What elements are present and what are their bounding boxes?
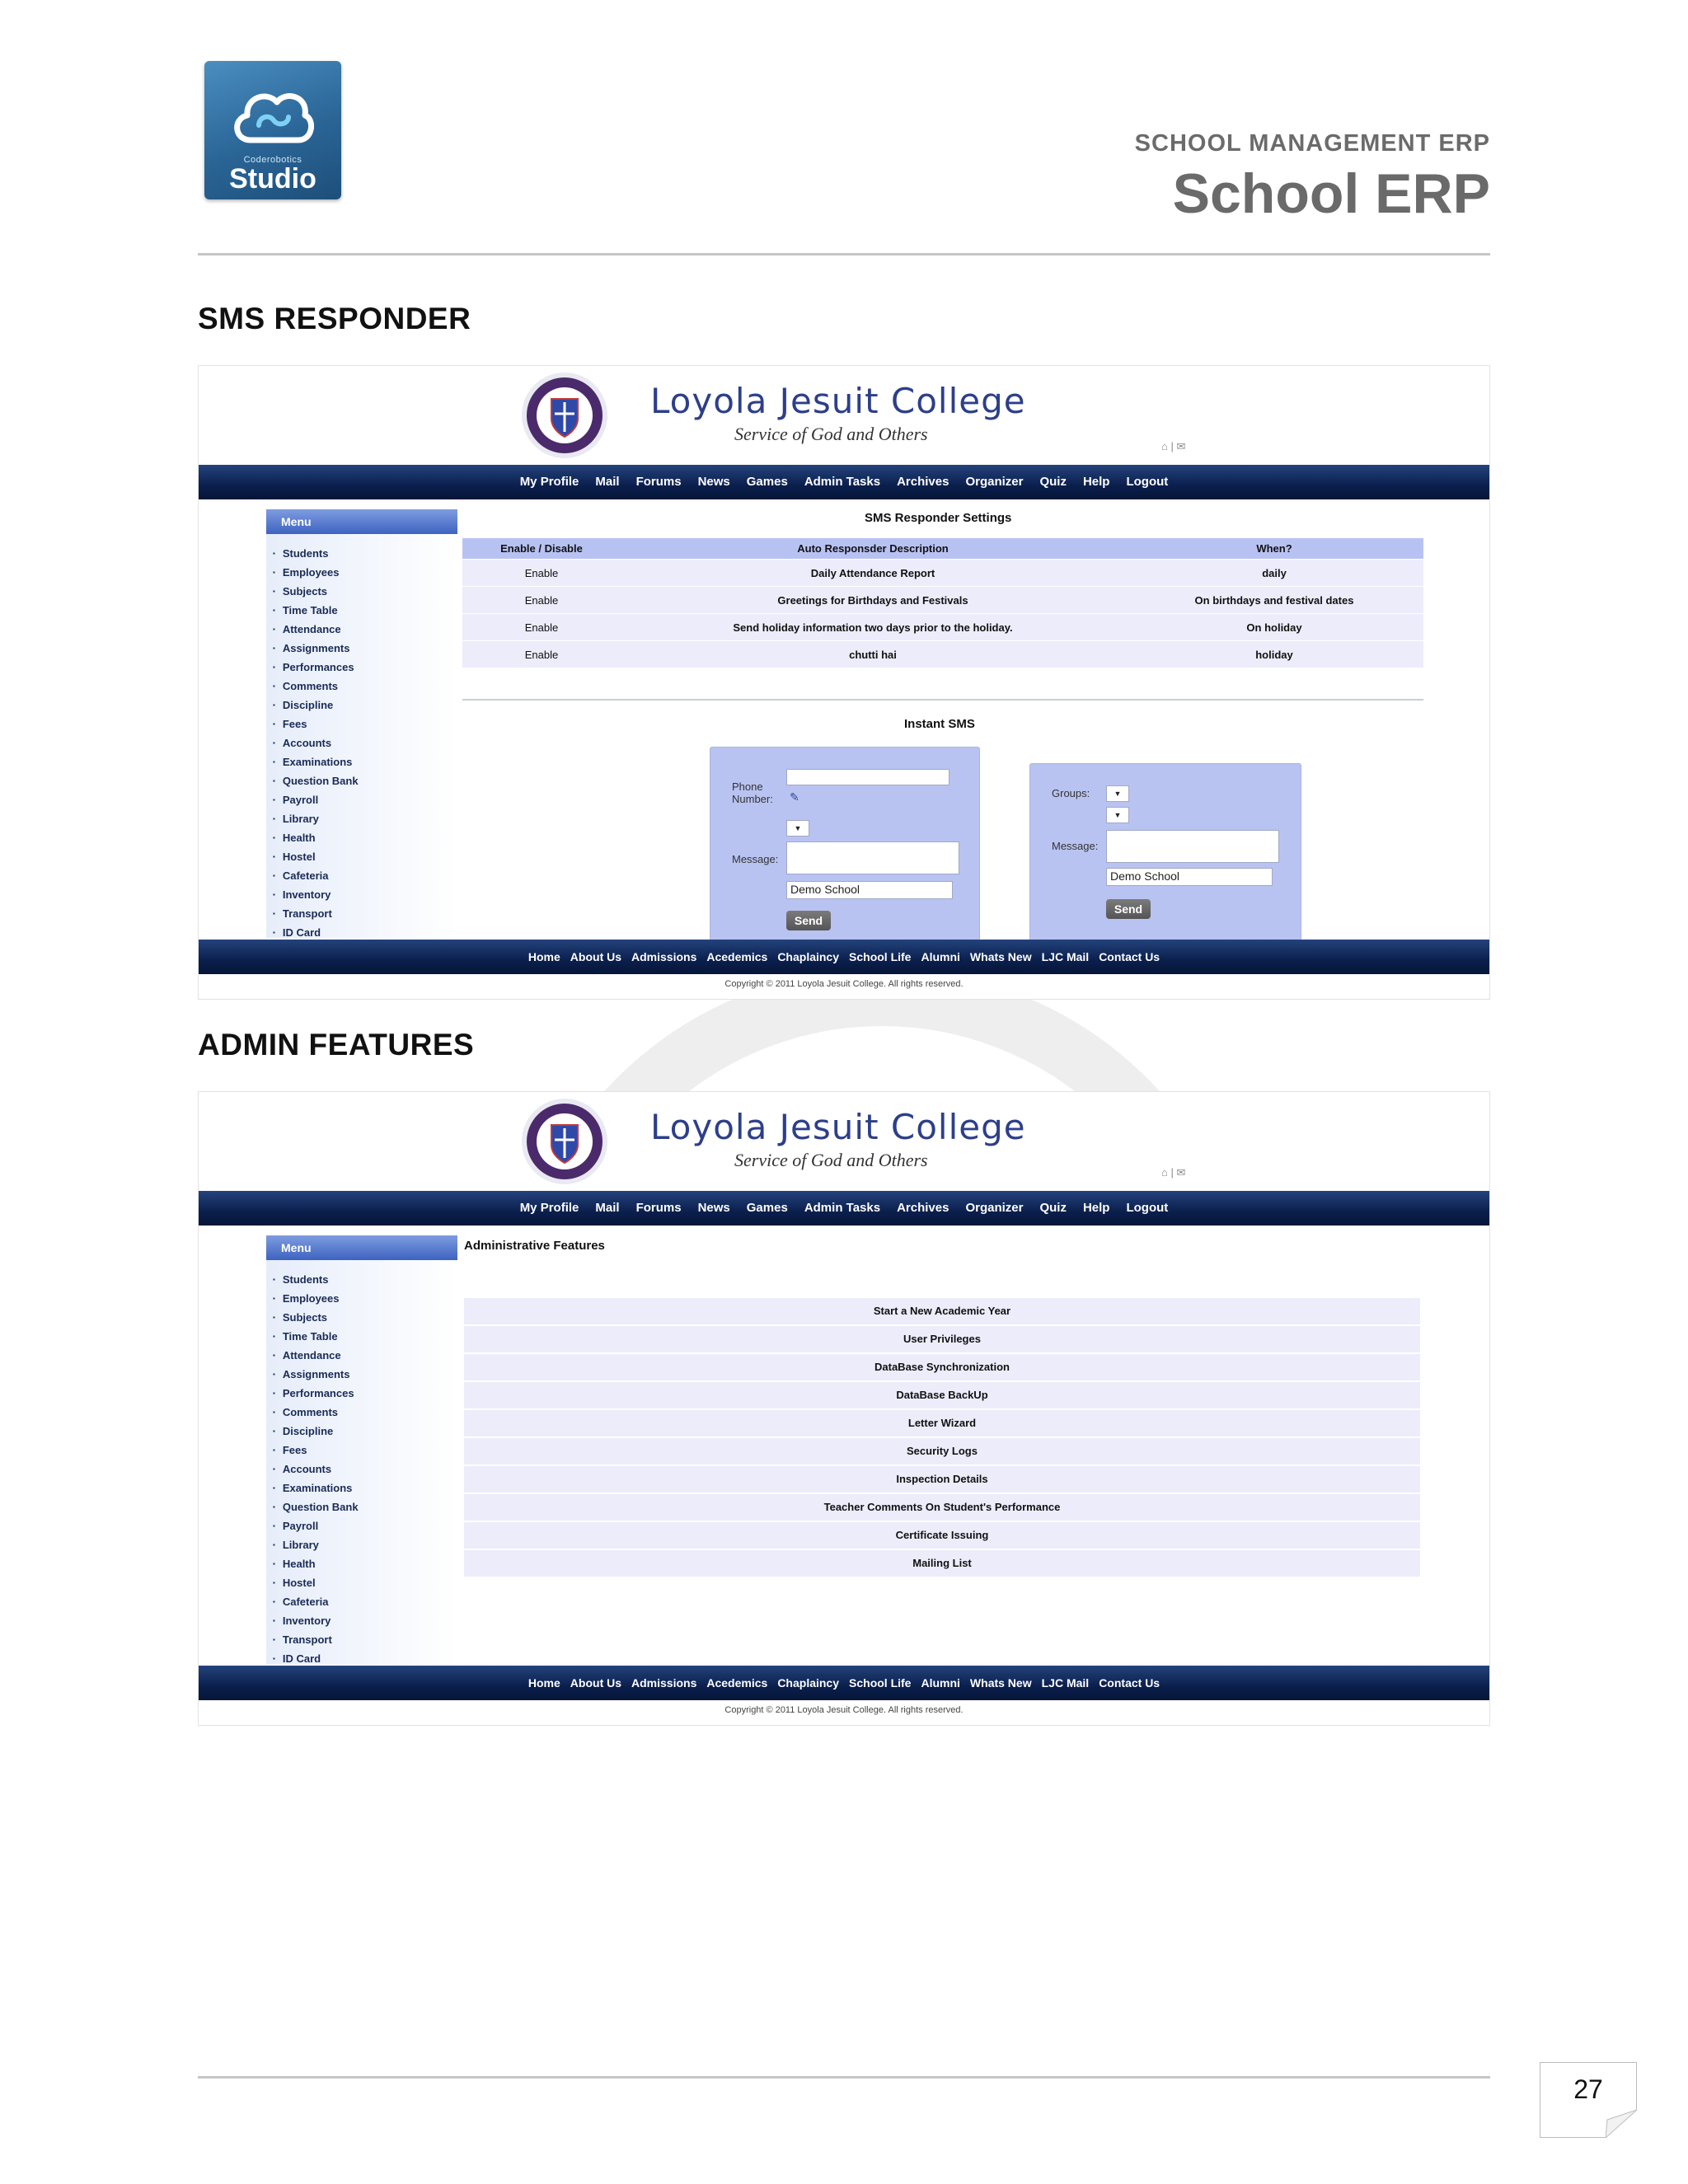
menu-item-fees[interactable]: ▪ Fees bbox=[266, 715, 457, 733]
logo-text: Studio bbox=[229, 163, 316, 194]
home-icon[interactable]: ⌂ | ✉ bbox=[1161, 1166, 1186, 1179]
enable-link[interactable]: Enable bbox=[462, 587, 621, 613]
college-crest-icon bbox=[520, 1097, 609, 1186]
message-textarea[interactable] bbox=[786, 841, 959, 874]
menu-item-students[interactable]: ▪ Students bbox=[266, 544, 457, 563]
footer-link-school-life[interactable]: School Life bbox=[849, 950, 912, 963]
menu-item-time-table[interactable]: ▪ Time Table bbox=[266, 601, 457, 620]
nav-organizer[interactable]: Organizer bbox=[965, 475, 1024, 489]
menu-item-attendance[interactable]: ▪ Attendance bbox=[266, 620, 457, 639]
college-name: Loyola Jesuit College bbox=[650, 381, 1026, 421]
admin-link-teacher-comments[interactable]: Teacher Comments On Student's Performance bbox=[464, 1494, 1420, 1521]
phone-sms-form bbox=[710, 747, 980, 941]
menu-item-question-bank[interactable]: ▪ Question Bank bbox=[266, 1497, 457, 1516]
menu-item-employees[interactable]: ▪ Employees bbox=[266, 563, 457, 582]
document-title: School ERP bbox=[1172, 162, 1490, 225]
nav-archives[interactable]: Archives bbox=[897, 1201, 950, 1215]
footer-link-alumni[interactable]: Alumni bbox=[921, 1676, 960, 1690]
document-subtitle: SCHOOL MANAGEMENT ERP bbox=[1134, 130, 1490, 157]
menu-title: Menu bbox=[266, 1235, 457, 1260]
group-select[interactable]: ▼ bbox=[1106, 785, 1129, 802]
table-cell: Daily Attendance Report bbox=[621, 560, 1125, 586]
phone-number-input[interactable] bbox=[786, 769, 950, 785]
menu-item-library[interactable]: ▪ Library bbox=[266, 809, 457, 828]
subgroup-select[interactable]: ▼ bbox=[1106, 807, 1129, 823]
nav-news[interactable]: News bbox=[697, 475, 730, 489]
menu-item-hostel[interactable]: ▪ Hostel bbox=[266, 847, 457, 866]
side-menu bbox=[266, 509, 457, 938]
table-row bbox=[462, 641, 1423, 668]
message-textarea[interactable] bbox=[1106, 830, 1279, 863]
nav-organizer[interactable]: Organizer bbox=[965, 1201, 1024, 1215]
nav-admin-tasks[interactable]: Admin Tasks bbox=[804, 1201, 881, 1215]
nav-my-profile[interactable]: My Profile bbox=[519, 475, 579, 489]
group-sms-form bbox=[1029, 763, 1301, 941]
copyright: Copyright © 2011 Loyola Jesuit College. All rights reserved. bbox=[724, 1705, 964, 1715]
nav-mail[interactable]: Mail bbox=[595, 1201, 620, 1215]
menu-item-discipline[interactable]: ▪ Discipline bbox=[266, 1422, 457, 1441]
menu-item-health[interactable]: ▪ Health bbox=[266, 828, 457, 847]
column-header: Enable / Disable bbox=[462, 538, 621, 559]
nav-my-profile[interactable]: My Profile bbox=[519, 1201, 579, 1215]
table-cell: Send holiday information two days prior to the holiday. bbox=[621, 614, 1125, 640]
nav-logout[interactable]: Logout bbox=[1126, 1201, 1169, 1215]
menu-item-subjects[interactable]: ▪ Subjects bbox=[266, 1308, 457, 1327]
admin-link-new-academic-year[interactable]: Start a New Academic Year bbox=[464, 1298, 1420, 1324]
footer-link-about-us[interactable]: About Us bbox=[570, 1676, 622, 1690]
menu-item-cafeteria[interactable]: ▪ Cafeteria bbox=[266, 866, 457, 885]
admin-link-certificate-issuing[interactable]: Certificate Issuing bbox=[464, 1522, 1420, 1549]
page-curl-icon bbox=[1606, 2110, 1637, 2138]
enable-link[interactable]: Enable bbox=[462, 560, 621, 586]
groups-label: Groups: bbox=[1052, 787, 1090, 799]
footer-divider bbox=[198, 2076, 1490, 2079]
cloud-logo-icon bbox=[229, 86, 316, 148]
menu-item-subjects[interactable]: ▪ Subjects bbox=[266, 582, 457, 601]
menu-item-inventory[interactable]: ▪ Inventory bbox=[266, 885, 457, 904]
signature-input[interactable]: Demo School bbox=[1106, 868, 1273, 886]
top-navigation bbox=[199, 465, 1489, 499]
message-label: Message: bbox=[732, 853, 779, 865]
menu-item-discipline[interactable]: ▪ Discipline bbox=[266, 696, 457, 715]
admin-link-mailing-list[interactable]: Mailing List bbox=[464, 1550, 1420, 1577]
footer-navigation bbox=[199, 940, 1489, 974]
menu-item-employees[interactable]: ▪ Employees bbox=[266, 1289, 457, 1308]
nav-games[interactable]: Games bbox=[746, 1201, 788, 1215]
nav-admin-tasks[interactable]: Admin Tasks bbox=[804, 475, 881, 489]
send-button[interactable]: Send bbox=[786, 911, 831, 930]
sms-settings-title: SMS Responder Settings bbox=[865, 511, 1012, 525]
page-number bbox=[1540, 2062, 1637, 2138]
menu-item-fees[interactable]: ▪ Fees bbox=[266, 1441, 457, 1460]
menu-item-time-table[interactable]: ▪ Time Table bbox=[266, 1327, 457, 1346]
header-divider bbox=[198, 253, 1490, 255]
logo-small-text: Coderobotics bbox=[243, 155, 302, 165]
table-row bbox=[462, 560, 1423, 586]
menu-item-inventory[interactable]: ▪ Inventory bbox=[266, 1611, 457, 1630]
menu-item-question-bank[interactable]: ▪ Question Bank bbox=[266, 771, 457, 790]
table-cell: Greetings for Birthdays and Festivals bbox=[621, 587, 1125, 613]
nav-forums[interactable]: Forums bbox=[635, 1201, 682, 1215]
nav-news[interactable]: News bbox=[697, 1201, 730, 1215]
contacts-lookup-icon[interactable]: ✎ bbox=[790, 790, 799, 804]
nav-logout[interactable]: Logout bbox=[1126, 475, 1169, 489]
menu-item-health[interactable]: ▪ Health bbox=[266, 1554, 457, 1573]
menu-item-performances[interactable]: ▪ Performances bbox=[266, 1384, 457, 1403]
menu-item-attendance[interactable]: ▪ Attendance bbox=[266, 1346, 457, 1365]
footer-link-whats-new[interactable]: Whats New bbox=[969, 950, 1032, 963]
footer-link-about-us[interactable]: About Us bbox=[570, 950, 622, 963]
footer-link-acedemics[interactable]: Acedemics bbox=[706, 950, 768, 963]
admin-link-inspection-details[interactable]: Inspection Details bbox=[464, 1466, 1420, 1493]
admin-features-title: Administrative Features bbox=[464, 1239, 605, 1253]
send-button[interactable]: Send bbox=[1106, 899, 1151, 919]
nav-mail[interactable]: Mail bbox=[595, 475, 620, 489]
table-cell: On birthdays and festival dates bbox=[1125, 587, 1423, 613]
sms-section-heading: SMS RESPONDER bbox=[198, 302, 471, 335]
menu-item-transport[interactable]: ▪ Transport bbox=[266, 1630, 457, 1649]
menu-item-students[interactable]: ▪ Students bbox=[266, 1270, 457, 1289]
nav-games[interactable]: Games bbox=[746, 475, 788, 489]
nav-quiz[interactable]: Quiz bbox=[1039, 1201, 1067, 1215]
table-row bbox=[462, 587, 1423, 613]
menu-item-cafeteria[interactable]: ▪ Cafeteria bbox=[266, 1592, 457, 1611]
nav-help[interactable]: Help bbox=[1082, 1201, 1110, 1215]
admin-features-screenshot bbox=[198, 1091, 1490, 1726]
admin-link-user-privileges[interactable]: User Privileges bbox=[464, 1326, 1420, 1352]
table-row bbox=[462, 614, 1423, 640]
menu-item-payroll[interactable]: ▪ Payroll bbox=[266, 1516, 457, 1535]
signature-input[interactable]: Demo School bbox=[786, 881, 953, 899]
footer-navigation bbox=[199, 1666, 1489, 1700]
table-cell: chutti hai bbox=[621, 641, 1125, 668]
footer-link-school-life[interactable]: School Life bbox=[849, 1676, 912, 1690]
menu-item-id-card[interactable]: ▪ ID Card bbox=[266, 1649, 457, 1668]
footer-link-chaplaincy[interactable]: Chaplaincy bbox=[777, 950, 840, 963]
menu-item-library[interactable]: ▪ Library bbox=[266, 1535, 457, 1554]
table-cell: On holiday bbox=[1125, 614, 1423, 640]
table-cell: holiday bbox=[1125, 641, 1423, 668]
menu-item-comments[interactable]: ▪ Comments bbox=[266, 677, 457, 696]
menu-item-examinations[interactable]: ▪ Examinations bbox=[266, 752, 457, 771]
home-icon[interactable]: ⌂ | ✉ bbox=[1161, 440, 1186, 452]
footer-link-chaplaincy[interactable]: Chaplaincy bbox=[777, 1676, 840, 1690]
admin-link-security-logs[interactable]: Security Logs bbox=[464, 1438, 1420, 1465]
enable-link[interactable]: Enable bbox=[462, 614, 621, 640]
footer-link-home[interactable]: Home bbox=[528, 950, 560, 963]
footer-link-ljc-mail[interactable]: LJC Mail bbox=[1041, 1676, 1090, 1690]
nav-forums[interactable]: Forums bbox=[635, 475, 682, 489]
admin-link-database-sync[interactable]: DataBase Synchronization bbox=[464, 1354, 1420, 1380]
footer-link-acedemics[interactable]: Acedemics bbox=[706, 1676, 768, 1690]
admin-section-heading: ADMIN FEATURES bbox=[198, 1028, 475, 1062]
menu-item-id-card[interactable]: ▪ ID Card bbox=[266, 923, 457, 942]
nav-archives[interactable]: Archives bbox=[897, 475, 950, 489]
admin-link-database-backup[interactable]: DataBase BackUp bbox=[464, 1382, 1420, 1408]
college-name: Loyola Jesuit College bbox=[650, 1107, 1026, 1147]
enable-link[interactable]: Enable bbox=[462, 641, 621, 668]
phone-number-label: Phone Number: bbox=[732, 780, 773, 805]
footer-link-home[interactable]: Home bbox=[528, 1676, 560, 1690]
studio-logo bbox=[204, 61, 341, 199]
auto-responder-table bbox=[462, 537, 1423, 668]
menu-item-transport[interactable]: ▪ Transport bbox=[266, 904, 457, 923]
menu-item-assignments[interactable]: ▪ Assignments bbox=[266, 1365, 457, 1384]
menu-item-hostel[interactable]: ▪ Hostel bbox=[266, 1573, 457, 1592]
sms-responder-screenshot bbox=[198, 365, 1490, 1000]
section-divider bbox=[462, 699, 1423, 701]
menu-title: Menu bbox=[266, 509, 457, 534]
menu-item-accounts[interactable]: ▪ Accounts bbox=[266, 733, 457, 752]
menu-item-assignments[interactable]: ▪ Assignments bbox=[266, 639, 457, 658]
menu-item-comments[interactable]: ▪ Comments bbox=[266, 1403, 457, 1422]
footer-link-admissions[interactable]: Admissions bbox=[631, 1676, 697, 1690]
message-label: Message: bbox=[1052, 840, 1099, 852]
college-crest-icon bbox=[520, 371, 609, 460]
column-header: When? bbox=[1125, 538, 1423, 559]
admin-feature-list bbox=[464, 1298, 1420, 1578]
table-cell: daily bbox=[1125, 560, 1423, 586]
footer-link-ljc-mail[interactable]: LJC Mail bbox=[1041, 950, 1090, 963]
college-tagline: Service of God and Others bbox=[734, 424, 928, 444]
instant-sms-title: Instant SMS bbox=[904, 717, 975, 731]
menu-item-performances[interactable]: ▪ Performances bbox=[266, 658, 457, 677]
footer-link-contact-us[interactable]: Contact Us bbox=[1099, 1676, 1160, 1690]
page-number-text: 27 bbox=[1573, 2074, 1603, 2104]
column-header: Auto Responsder Description bbox=[621, 538, 1125, 559]
side-menu bbox=[266, 1235, 457, 1664]
template-select[interactable]: ▼ bbox=[786, 820, 809, 837]
copyright: Copyright © 2011 Loyola Jesuit College. All rights reserved. bbox=[724, 979, 964, 989]
menu-item-payroll[interactable]: ▪ Payroll bbox=[266, 790, 457, 809]
footer-link-admissions[interactable]: Admissions bbox=[631, 950, 697, 963]
top-navigation bbox=[199, 1191, 1489, 1226]
admin-link-letter-wizard[interactable]: Letter Wizard bbox=[464, 1410, 1420, 1436]
college-tagline: Service of God and Others bbox=[734, 1150, 928, 1170]
menu-item-accounts[interactable]: ▪ Accounts bbox=[266, 1460, 457, 1479]
footer-link-alumni[interactable]: Alumni bbox=[921, 950, 960, 963]
footer-link-whats-new[interactable]: Whats New bbox=[969, 1676, 1032, 1690]
menu-item-examinations[interactable]: ▪ Examinations bbox=[266, 1479, 457, 1497]
nav-help[interactable]: Help bbox=[1082, 475, 1110, 489]
footer-link-contact-us[interactable]: Contact Us bbox=[1099, 950, 1160, 963]
nav-quiz[interactable]: Quiz bbox=[1039, 475, 1067, 489]
